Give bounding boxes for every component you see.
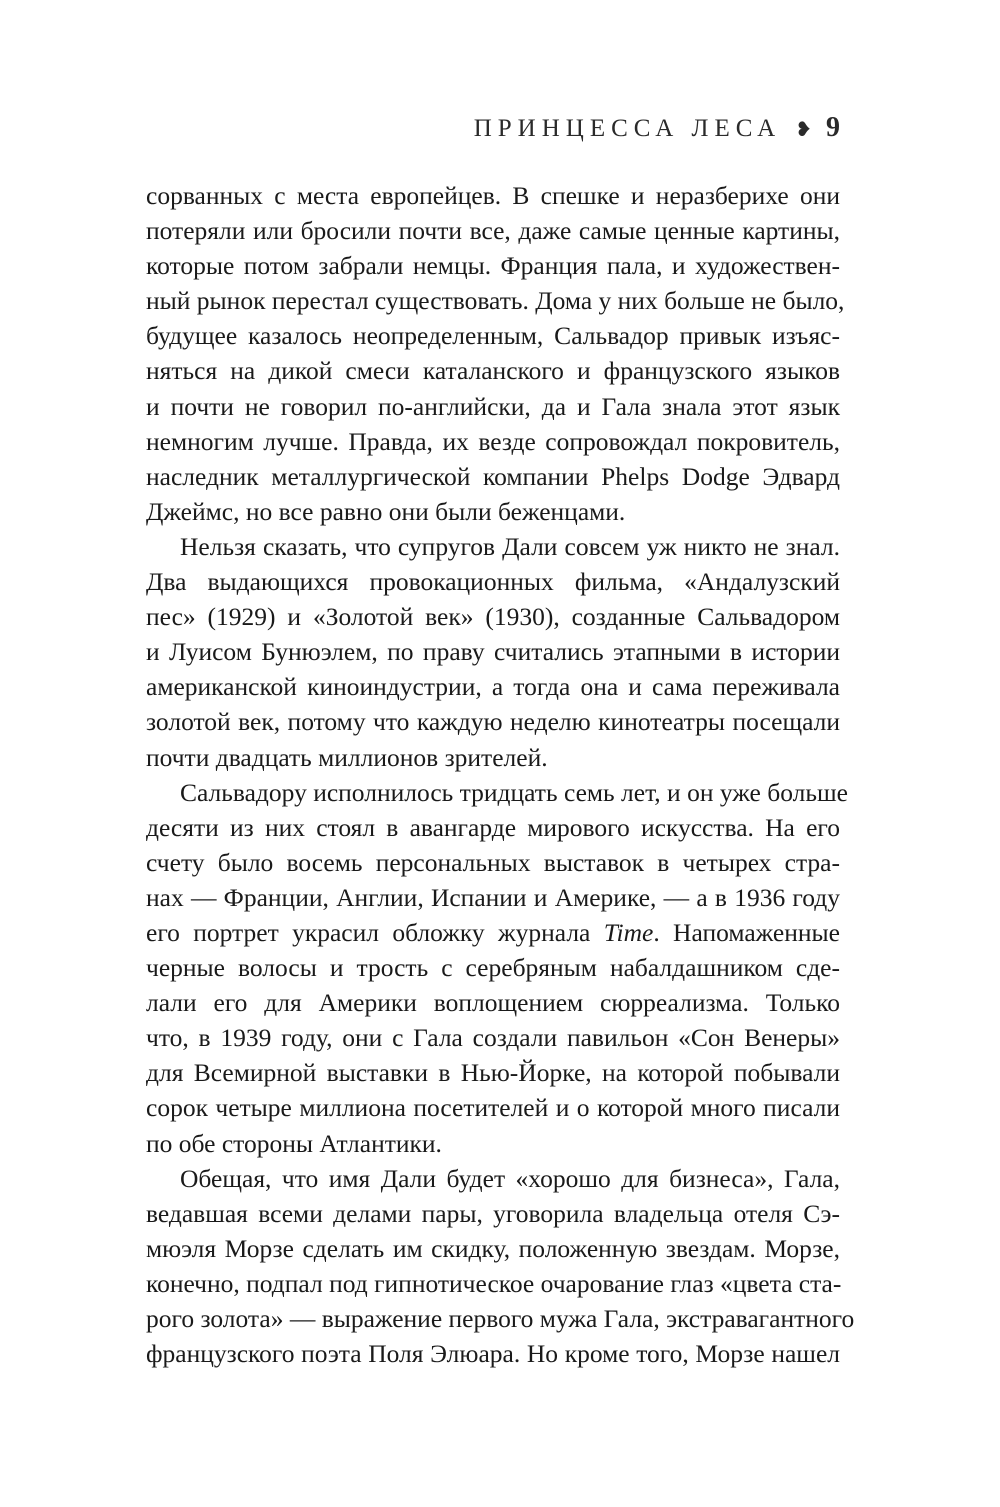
text-segment: его портрет украсил обложку журнала: [146, 917, 604, 947]
text-line: что, в 1939 году, они с Гала создали павильон «Сон Венеры»: [146, 1023, 840, 1053]
paragraph-4: [146, 1161, 855, 1372]
text-line: Сальвадору исполнилось тридцать семь лет, и он уже больше: [180, 777, 848, 807]
text-line: сорванных с места европейцев. В спешке и неразберихе они: [146, 181, 840, 210]
text-line: наследник металлургической компании Phelps Dodge Эдвард: [146, 461, 840, 491]
text-line: Обещая, что имя Дали будет «хорошо для бизнеса», Гала,: [180, 1163, 840, 1193]
text-line: Нельзя сказать, что супругов Дали совсем уж никто не знал.: [180, 531, 840, 561]
text-line: французского поэта Поля Элюара. Но кроме того, Морзе нашел: [146, 1339, 840, 1369]
text-line: ведавшая всеми делами пары, уговорила владельца отеля Сэ-: [146, 1198, 840, 1228]
text-line: сорок четыре миллиона посетителей и о которой много писали: [146, 1093, 840, 1123]
text-line: немногим лучше. Правда, их везде сопровождал покровитель,: [146, 426, 840, 456]
text-line: по обе стороны Атлантики.: [146, 1128, 442, 1158]
text-line: конечно, подпал под гипнотическое очарование глаз «цвета ста-: [146, 1268, 842, 1298]
text-line: Джеймс, но все равно они были беженцами.: [146, 496, 626, 526]
text-line: Два выдающихся провокационных фильма, «Андалузский: [146, 567, 840, 597]
text-line: почти двадцать миллионов зрителей.: [146, 742, 548, 772]
text-line: счету было восемь персональных выставок в четырех стра-: [146, 847, 840, 877]
text-line: нах — Франции, Англии, Испании и Америке, — а в 1936 году: [146, 882, 840, 912]
text-line: рого золота» — выражение первого мужа Гала, экстравагантного: [146, 1304, 855, 1333]
paragraph-2: [146, 529, 840, 775]
text-line: и Луисом Бунюэлем, по праву считались этапными в истории: [146, 637, 840, 667]
ornament-icon: ❥: [795, 119, 812, 141]
text-line-with-italic: [146, 915, 840, 950]
body-text: [146, 178, 855, 1371]
text-line: пес» (1929) и «Золотой век» (1930), созданные Сальвадором: [146, 602, 840, 632]
text-line: ный рынок перестал существовать. Дома у них больше не было,: [146, 286, 845, 316]
text-line: лали его для Америки воплощением сюрреализма. Только: [146, 988, 840, 1018]
text-line: которые потом забрали немцы. Франция пала, и художествен-: [146, 251, 840, 281]
text-line: для Всемирной выставки в Нью-Йорке, на которой побывали: [146, 1058, 840, 1088]
text-line: потеряли или бросили почти все, даже самые ценные картины,: [146, 216, 840, 246]
text-line: золотой век, потому что каждую неделю кинотеатры посещали: [146, 707, 840, 737]
text-line: будущее казалось неопределенным, Сальвадор привык изъяс-: [146, 321, 840, 351]
text-segment: . Напомаженные: [653, 917, 840, 947]
paragraph-1: [146, 178, 845, 529]
running-head: [474, 112, 840, 144]
running-title: ПРИНЦЕССА ЛЕСА: [473, 115, 782, 142]
magazine-title: Time: [603, 917, 654, 947]
page-number: 9: [826, 112, 840, 143]
text-line: и почти не говорил по-английски, да и Гала знала этот язык: [146, 391, 840, 421]
paragraph-3: [146, 775, 848, 1161]
text-line: десяти из них стоял в авангарде мирового искусства. На его: [146, 812, 840, 842]
text-line: черные волосы и трость с серебряным набалдашником сде-: [146, 953, 840, 983]
text-line: мюэля Морзе сделать им скидку, положенную звездам. Морзе,: [146, 1233, 840, 1263]
text-line: няться на дикой смеси каталанского и французского языков: [146, 356, 840, 386]
text-line: американской киноиндустрии, а тогда она и сама переживала: [146, 672, 840, 702]
